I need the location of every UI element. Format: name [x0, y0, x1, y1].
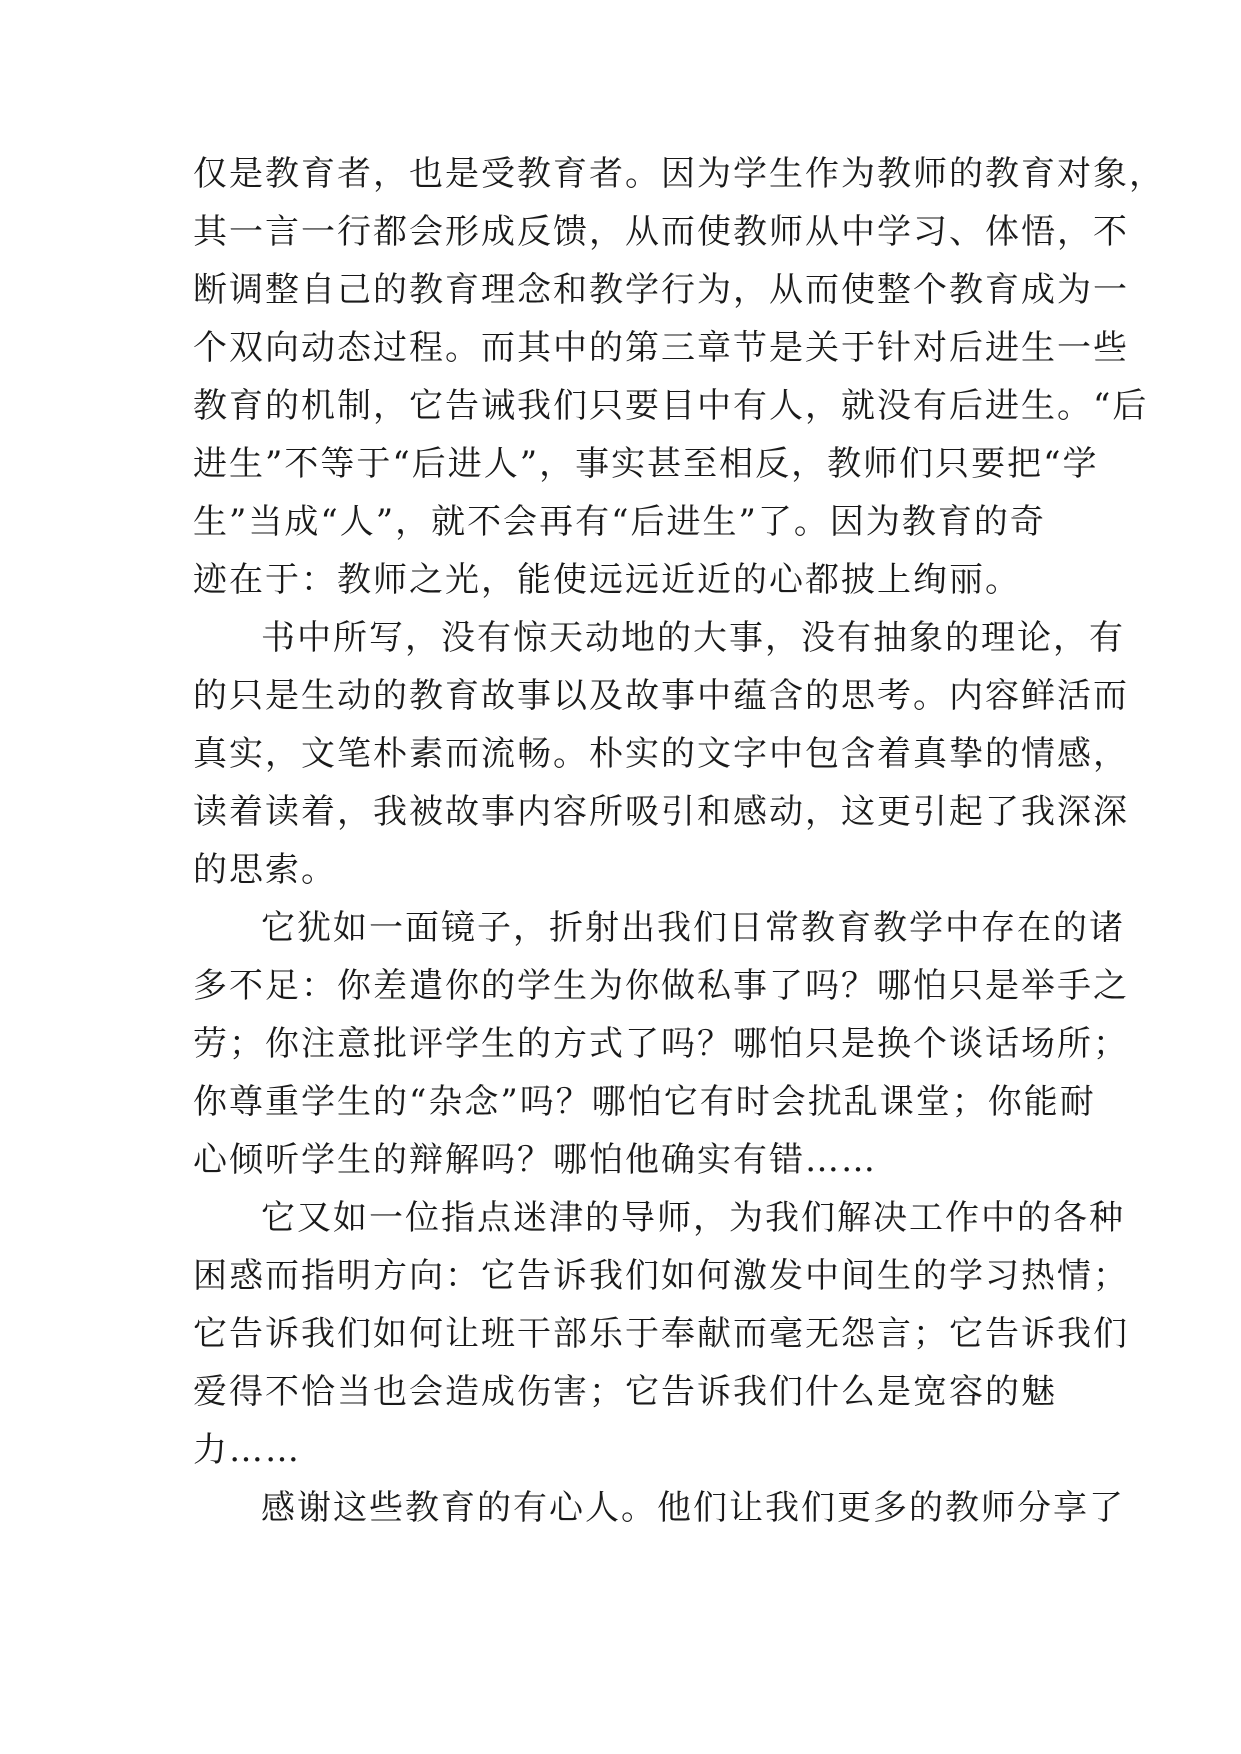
text-line: 多不足：你差遣你的学生为你做私事了吗？哪怕只是举手之: [193, 966, 1129, 1006]
text-line: 爱得不恰当也会造成伤害；它告诉我们什么是宽容的魅: [193, 1372, 1057, 1412]
paragraph-start-line: 它又如一位指点迷津的导师，为我们解决工作中的各种: [261, 1198, 1125, 1238]
paragraph-start-line: 感谢这些教育的有心人。他们让我们更多的教师分享了: [261, 1488, 1125, 1528]
text-line: 困惑而指明方向：它告诉我们如何激发中间生的学习热情；: [193, 1256, 1129, 1296]
text-line: 你尊重学生的“杂念”吗？哪怕它有时会扰乱课堂；你能耐: [193, 1082, 1096, 1122]
text-line: 真实，文笔朴素而流畅。朴实的文字中包含着真挚的情感，: [193, 734, 1129, 774]
text-line: 教育的机制，它告诫我们只要目中有人，就没有后进生。“后: [193, 386, 1149, 426]
text-line: 的只是生动的教育故事以及故事中蕴含的思考。内容鲜活而: [193, 676, 1129, 716]
text-line: 断调整自己的教育理念和教学行为，从而使整个教育成为一: [193, 270, 1129, 310]
text-line: 力……: [193, 1430, 301, 1470]
paragraph-start-line: 书中所写，没有惊天动地的大事，没有抽象的理论，有: [261, 618, 1125, 658]
text-line: 劳；你注意批评学生的方式了吗？哪怕只是换个谈话场所；: [193, 1024, 1129, 1064]
text-line: 的思索。: [193, 850, 337, 890]
text-line: 仅是教育者，也是受教育者。因为学生作为教师的教育对象，: [193, 154, 1165, 194]
text-line: 个双向动态过程。而其中的第三章节是关于针对后进生一些: [193, 328, 1129, 368]
text-line: 进生”不等于“后进人”，事实甚至相反，教师们只要把“学: [193, 444, 1099, 484]
text-line: 其一言一行都会形成反馈，从而使教师从中学习、体悟，不: [193, 212, 1129, 252]
body-text: [193, 145, 1165, 1537]
text-line: 它告诉我们如何让班干部乐于奉献而毫无怨言；它告诉我们: [193, 1314, 1129, 1354]
paragraph-start-line: 它犹如一面镜子，折射出我们日常教育教学中存在的诸: [261, 908, 1125, 948]
text-line: 迹在于：教师之光，能使远远近近的心都披上绚丽。: [193, 560, 1021, 600]
text-line: 生”当成“人”，就不会再有“后进生”了。因为教育的奇: [193, 502, 1046, 542]
text-line: 心倾听学生的辩解吗？哪怕他确实有错……: [193, 1140, 877, 1180]
text-line: 读着读着，我被故事内容所吸引和感动，这更引起了我深深: [193, 792, 1129, 832]
